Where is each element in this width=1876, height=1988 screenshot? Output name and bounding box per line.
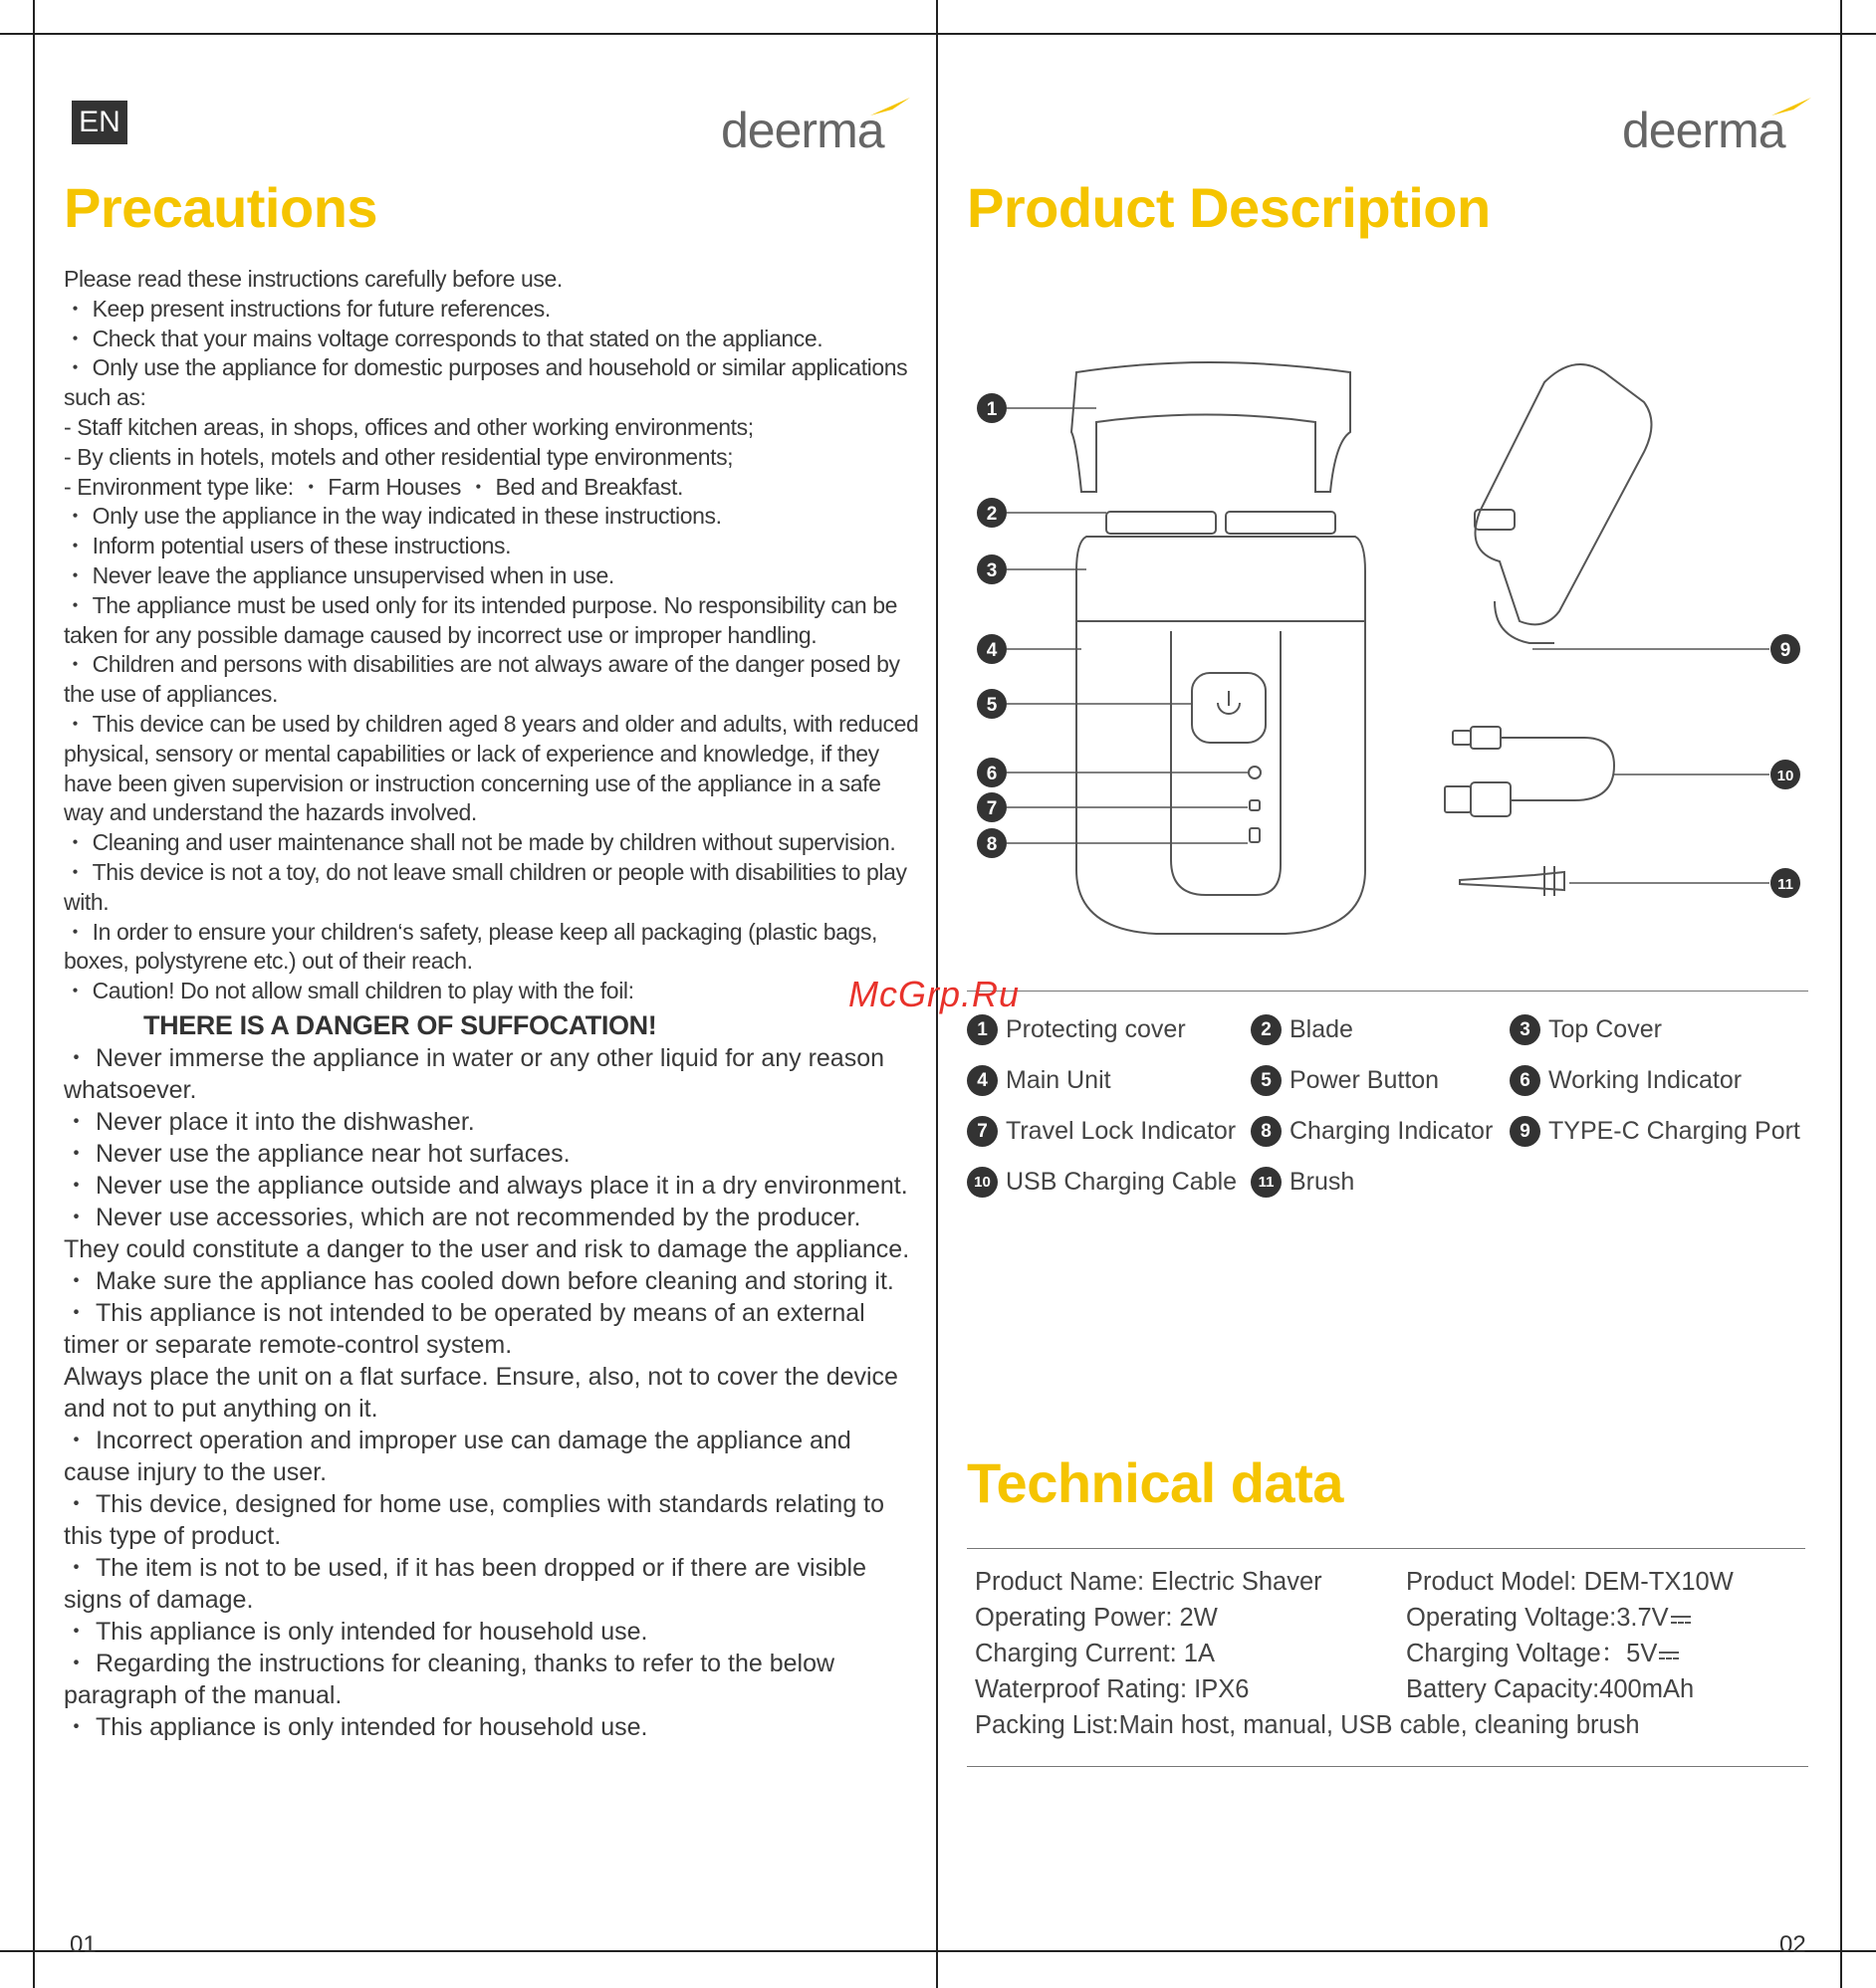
suffocation-warning: THERE IS A DANGER OF SUFFOCATION!	[143, 1009, 657, 1040]
paragraph: ・ Children and persons with disabilities are not always aware of the danger posed by the use of appliances.	[64, 651, 900, 708]
legend-number: 2	[1251, 1014, 1282, 1045]
dc-symbol-icon	[1659, 1652, 1679, 1663]
legend-item-protecting-cover	[967, 1014, 1186, 1045]
tech-cell: Operating Power: 2W	[975, 1604, 1218, 1632]
tech-row	[975, 1564, 1811, 1600]
tech-cell: Charging Voltage：5V	[1406, 1640, 1658, 1667]
paragraph: ・ Never use the appliance near hot surfaces.	[64, 1139, 571, 1168]
legend-item-type-c-port	[1510, 1116, 1800, 1147]
legend-label: Protecting cover	[1006, 1015, 1186, 1043]
paragraph: ・ This appliance is only intended for household use.	[64, 1712, 648, 1741]
paragraph: ・ Never use the appliance outside and always place it in a dry environment.	[64, 1171, 908, 1200]
diagram-shaver-side	[1475, 364, 1652, 643]
legend-item-power-button	[1251, 1065, 1439, 1096]
diagram-shaver-front	[1071, 362, 1365, 934]
legend-item-blade	[1251, 1014, 1353, 1045]
legend-row	[967, 1065, 1843, 1116]
paragraph: ・ In order to ensure your children‘s safety, please keep all packaging (plastic bags, boxes, polystyrene etc.) out of their reach.	[64, 918, 878, 975]
legend-label: Brush	[1290, 1168, 1355, 1196]
page-number: 01	[70, 1931, 97, 1958]
legend-label: Travel Lock Indicator	[1006, 1117, 1237, 1145]
callout-11: 11	[1777, 876, 1793, 893]
legend-row	[967, 1116, 1843, 1167]
page-left	[34, 34, 936, 1958]
callout-1: 1	[986, 399, 998, 420]
paragraph: ・ Regarding the instructions for cleaning, thanks to refer to the below paragraph of the manual.	[64, 1649, 835, 1709]
legend-label: Main Unit	[1006, 1066, 1111, 1094]
diagram-leader-lines	[1007, 408, 1769, 883]
paragraph: Please read these instructions carefully before use.	[64, 266, 563, 292]
frame-bottom-line	[0, 1950, 1876, 1952]
language-badge: EN	[72, 101, 127, 144]
tech-cell: Operating Voltage:3.7V	[1406, 1604, 1669, 1632]
paragraph: ・ Never leave the appliance unsupervised when in use.	[64, 561, 614, 588]
paragraph: ・ Keep present instructions for future references.	[64, 295, 551, 322]
tech-row	[975, 1600, 1811, 1636]
paragraph: ・ Inform potential users of these instructions.	[64, 533, 512, 559]
tech-cell: Battery Capacity:400mAh	[1406, 1675, 1695, 1703]
paragraph: ・ This device is not a toy, do not leave small children or people with disabilities to play with.	[64, 858, 907, 915]
legend-label: Blade	[1290, 1015, 1353, 1043]
paragraph: ・ The item is not to be used, if it has been dropped or if there are visible signs of damage.	[64, 1553, 866, 1614]
paragraph: ・ This device can be used by children aged 8 years and older and adults, with reduced physical, sensory or mental capabilities or lack of experience and knowledge, if they have been given supervision or instruction concerning use of the appliance in a safe way and understand the hazards involved.	[64, 710, 919, 826]
deerma-logo	[721, 96, 920, 155]
paragraph: ・ Never immerse the appliance in water or any other liquid for any reason whatsoever.	[64, 1043, 885, 1104]
legend-number: 10	[967, 1167, 998, 1198]
dc-symbol-icon	[1671, 1616, 1691, 1628]
paragraph: ・ The appliance must be used only for its intended purpose. No responsibility can be taken for any possible damage caused by incorrect use or improper handling.	[64, 591, 898, 648]
page-right	[937, 34, 1841, 1958]
legend-item-travel-lock-indicator	[967, 1116, 1236, 1147]
paragraph: ・ Only use the appliance in the way indicated in these instructions.	[64, 503, 722, 530]
tech-row	[975, 1636, 1811, 1671]
precautions-text	[64, 265, 920, 1743]
legend-item-usb-cable	[967, 1167, 1237, 1198]
legend-number: 3	[1510, 1014, 1540, 1045]
technical-data-title: Technical data	[967, 1451, 1343, 1514]
callout-6: 6	[986, 764, 998, 784]
legend-row	[967, 1014, 1843, 1065]
legend-number: 4	[967, 1065, 998, 1096]
legend-item-brush	[1251, 1167, 1354, 1198]
legend-label: Charging Indicator	[1290, 1117, 1494, 1145]
paragraph: ・ Caution! Do not allow small children to play with the foil:	[64, 978, 634, 1004]
paragraph: ・ Never use accessories, which are not recommended by the producer.	[64, 1203, 861, 1231]
packing-list: Packing List:Main host, manual, USB cable, cleaning brush	[975, 1711, 1640, 1739]
legend-label: Working Indicator	[1548, 1066, 1743, 1094]
logo-wordmark: deerma	[1622, 103, 1785, 155]
tech-cell-with-dc	[1406, 1636, 1679, 1671]
paragraph: - By clients in hotels, motels and other residential type environments;	[64, 443, 734, 470]
page-number: 02	[1779, 1931, 1806, 1958]
tech-cell: Waterproof Rating: IPX6	[975, 1675, 1250, 1703]
technical-data-table	[975, 1564, 1811, 1743]
diagram-callouts	[977, 393, 1800, 898]
paragraph: - Environment type like: ・ Farm Houses ・ Bed and Breakfast.	[64, 473, 683, 500]
paragraph: ・ Check that your mains voltage corresponds to that stated on the appliance.	[64, 325, 823, 351]
legend-number: 1	[967, 1014, 998, 1045]
product-diagram	[957, 313, 1823, 950]
paragraph: ・ Never place it into the dishwasher.	[64, 1107, 475, 1136]
page-title: Product Description	[967, 176, 1491, 239]
legend-label: Power Button	[1290, 1066, 1440, 1094]
page-title: Precautions	[64, 176, 378, 239]
paragraph: ・ Make sure the appliance has cooled down before cleaning and storing it.	[64, 1266, 894, 1295]
tech-cell: Product Name: Electric Shaver	[975, 1568, 1322, 1596]
legend-number: 7	[967, 1116, 998, 1147]
logo-wordmark: deerma	[721, 103, 884, 155]
callout-8: 8	[986, 834, 998, 855]
separator-line	[967, 991, 1808, 992]
legend-label: TYPE-C Charging Port	[1548, 1117, 1800, 1145]
paragraph: Always place the unit on a flat surface. Ensure, also, not to cover the device and not to put anything on it.	[64, 1362, 898, 1423]
diagram-usb-cable	[1445, 727, 1614, 816]
separator-line	[967, 1766, 1808, 1767]
legend-number: 6	[1510, 1065, 1540, 1096]
legend-number: 11	[1251, 1167, 1282, 1198]
tech-cell-with-dc	[1406, 1600, 1691, 1636]
legend-row	[967, 1167, 1843, 1217]
callout-9: 9	[1779, 640, 1791, 661]
legend-item-main-unit	[967, 1065, 1111, 1096]
legend-item-charging-indicator	[1251, 1116, 1493, 1147]
callout-4: 4	[986, 640, 998, 661]
legend-number: 9	[1510, 1116, 1540, 1147]
callout-10: 10	[1776, 768, 1794, 784]
paragraph: ・ Cleaning and user maintenance shall not be made by children without supervision.	[64, 829, 896, 856]
paragraph: ・ This appliance is only intended for household use.	[64, 1617, 648, 1646]
tech-row	[975, 1671, 1811, 1707]
legend-number: 8	[1251, 1116, 1282, 1147]
paragraph: ・ This appliance is not intended to be operated by means of an external timer or separate remote-control system.	[64, 1298, 865, 1359]
watermark: McGrp.Ru	[848, 974, 1021, 1014]
callout-2: 2	[986, 504, 998, 525]
parts-legend	[967, 1014, 1843, 1217]
paragraph: They could constitute a danger to the user and risk to damage the appliance.	[64, 1234, 910, 1263]
tech-cell: Product Model: DEM-TX10W	[1406, 1568, 1734, 1596]
paragraph: ・ This device, designed for home use, complies with standards relating to this type of product.	[64, 1489, 885, 1550]
legend-item-top-cover	[1510, 1014, 1662, 1045]
legend-label: USB Charging Cable	[1006, 1168, 1238, 1196]
diagram-brush	[1460, 866, 1564, 896]
paragraph: - Staff kitchen areas, in shops, offices and other working environments;	[64, 413, 754, 440]
separator-line	[967, 1548, 1805, 1549]
tech-cell: Charging Current: 1A	[975, 1640, 1215, 1667]
tech-row	[975, 1707, 1811, 1743]
callout-5: 5	[986, 695, 998, 716]
callout-7: 7	[986, 798, 998, 819]
legend-number: 5	[1251, 1065, 1282, 1096]
legend-item-working-indicator	[1510, 1065, 1742, 1096]
paragraph: ・ Only use the appliance for domestic purposes and household or similar applications such as:	[64, 354, 908, 411]
deerma-logo	[1622, 96, 1821, 155]
legend-label: Top Cover	[1548, 1015, 1662, 1043]
paragraph: ・ Incorrect operation and improper use can damage the appliance and cause injury to the user.	[64, 1426, 851, 1486]
callout-3: 3	[986, 560, 998, 581]
